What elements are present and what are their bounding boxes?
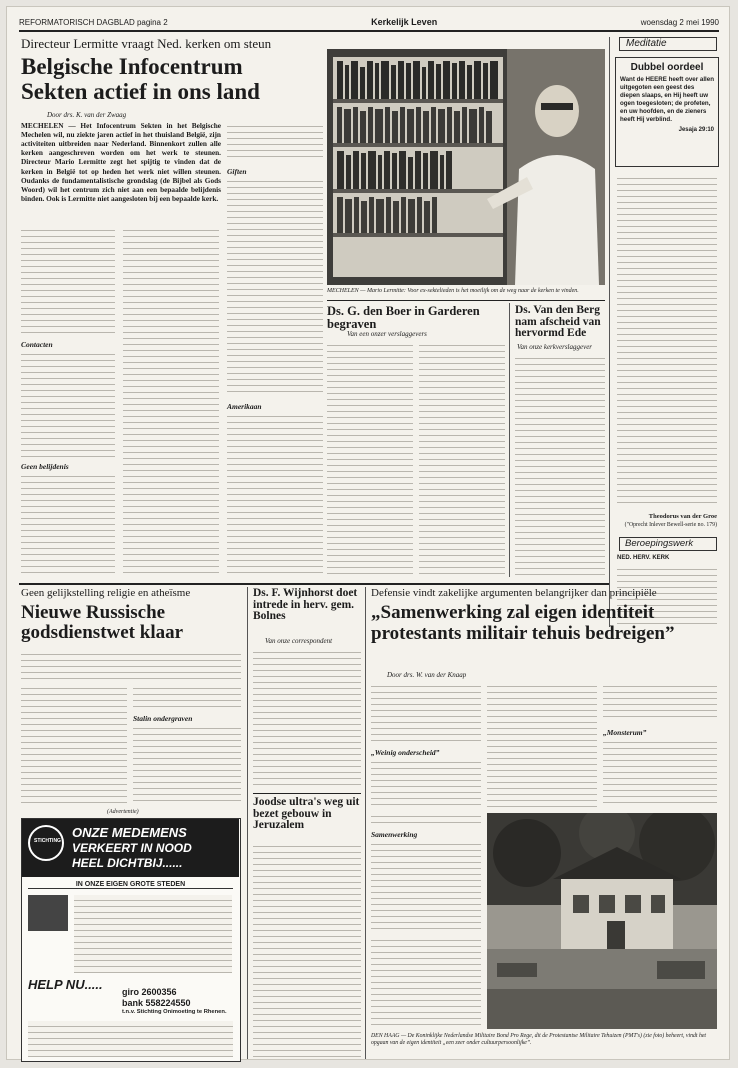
defence-caption: DEN HAAG — De Koninklijke Nederlandse Militaire Bond Pro Rege, dit de Protestantse Militaire Tehuizen (PMT's) (zie foto) beheert, vindt het opgaan van de eigen identiteit „een zeer onder cultuurpersoonlijke”. [371, 1033, 707, 1046]
meditation-author: Theodorus van der Groe [617, 513, 717, 520]
advert-help: HELP NU..... [28, 977, 103, 992]
advert-line-2: VERKEERT IN NOOD [72, 841, 192, 855]
wijnhorst-rule [253, 793, 361, 794]
lead-body-column-3c [227, 411, 323, 577]
beroepingswerk-tag: Beroepingswerk [619, 537, 717, 551]
meditation-body [617, 173, 717, 507]
defence-body-col-3b [603, 737, 717, 807]
defence-photo [487, 813, 717, 1029]
boer-byline: Van een onzer verslaggevers [347, 330, 427, 338]
lead-body-column-1b [21, 349, 115, 457]
meditation-tag: Meditatie [619, 37, 717, 51]
masthead-section: Kerkelijk Leven [371, 17, 438, 27]
mid-divider-right [365, 587, 366, 1059]
defence-subhead-2: Samenwerking [371, 830, 418, 839]
upper-section-rule [19, 583, 609, 585]
lead-subhead-contacten: Contacten [21, 340, 53, 349]
advert-foundation: t.n.v. Stichting Onimoeting te Rhenen. [122, 1009, 227, 1015]
defence-subhead-1: „Weinig onderscheid” [371, 748, 440, 757]
russia-kicker: Geen gelijkstelling religie en atheïsme [21, 587, 191, 599]
russia-body-col-1 [21, 683, 127, 805]
lead-body-column-2 [123, 225, 219, 577]
masthead-paper: REFORMATORISCH DAGBLAD pagina 2 [19, 17, 168, 27]
advert-line-3: HEEL DICHTBIJ...... [72, 856, 183, 870]
defence-body-col-1e [371, 935, 481, 1029]
meditation-verse: Want de HEERE heeft over allen uitgegoten een geest des diepen slaaps, en Hij heeft uw ogen toegesloten; de profeten, en uw hoofden, en de zieners heeft Hij verblind. [620, 76, 714, 124]
defence-kicker: Defensie vindt zakelijke argumenten belangrijker dan principiële [371, 587, 657, 599]
advert-box [21, 818, 241, 1062]
masthead-date: woensdag 2 mei 1990 [640, 17, 719, 27]
boer-body-col-2 [419, 340, 505, 576]
defence-body-col-1d [371, 839, 481, 931]
berg-title: Ds. Van den Berg nam afscheid van hervormd Ede [515, 304, 601, 339]
defence-photo-illustration [487, 813, 717, 1029]
defence-headline: „Samenwerking zal eigen identiteit protestants militair tehuis bedreigen” [371, 602, 675, 644]
meditation-box [615, 57, 719, 167]
boer-body-col-1 [327, 340, 413, 576]
masthead [19, 15, 719, 29]
photo-bookshelf-illustration [327, 49, 605, 285]
lead-subhead-amerikaan: Amerikaan [227, 402, 262, 411]
lead-kicker: Directeur Lermitte vraagt Ned. kerken om steun [21, 36, 272, 51]
wijnhorst-body [253, 647, 361, 789]
advert-seal-text: STICHTING [34, 838, 61, 844]
lead-byline: Door drs. K. van der Zwaag [47, 111, 127, 119]
advert-bank: bank 558224550 [122, 998, 191, 1008]
wijnhorst-byline: Van onze correspondent [265, 637, 333, 645]
advert-photo [28, 895, 68, 931]
meditation-divider [609, 37, 610, 627]
lead-subhead-giften: Giften [227, 167, 247, 176]
advert-body [74, 895, 232, 973]
russia-subhead: Stalin ondergraven [133, 714, 193, 723]
meditation-author-note: ("Oprecht Inlever Bewell-serie no. 179) [617, 522, 717, 528]
lead-body-column-1 [21, 225, 115, 335]
lead-headline-1: Belgische Infocentrum [21, 54, 243, 79]
beroepingswerk-church: NED. HERV. KERK [617, 555, 670, 561]
lead-body-column-1c [21, 471, 115, 577]
newspaper-page [6, 6, 730, 1060]
advert-giro: giro 2600356 [122, 987, 177, 997]
meditation-ref: Jesaja 29:10 [678, 127, 714, 134]
lead-lede: MECHELEN — Het Infocentrum Sekten in het Belgische Mechelen wil, nu ziekte jaren actief in het thuisland België, zijn activiteiten uitbreiden naar Nederland. Binnenkort zullen alle kerken aangeschreven worden om het werk te steunen. Directeur Mario Lermitte zegt het spijtig te vinden dat de kerken in België tot op heden het werk niet willen steunen. Oudanks de fundamentalistische grondslag (de Bijbel als Gods Woord) wil het centrum zich niet aan een bepaalde belijdenis binden. Ook is Lermitte niet aangesloten bij een bepaalde kerk. [21, 121, 221, 203]
jerusalem-body [253, 841, 361, 1057]
advert-seal-icon [28, 825, 64, 861]
russia-lede [21, 649, 241, 679]
berg-byline: Van onze kerkverslaggever [517, 343, 593, 351]
advert-label: (Advertentie) [107, 809, 139, 815]
advert-banner: IN ONZE EIGEN GROTE STEDEN [28, 881, 233, 889]
advert-header [22, 819, 239, 877]
defence-body-col-1 [371, 757, 481, 807]
photo-bottom-rule [327, 300, 605, 301]
advert-line-1: ONZE MEDEMENS [72, 825, 187, 840]
jerusalem-title: Joodse ultra's weg uit bezet gebouw in Jeruzalem [253, 796, 360, 831]
photo-lermitte [327, 49, 605, 285]
defence-subhead-3: „Monsterum” [603, 728, 647, 737]
defence-body-col-1c [371, 811, 481, 825]
defence-lede [371, 681, 481, 741]
russia-headline: Nieuwe Russische godsdienstwet klaar [21, 602, 184, 643]
advert-footer [28, 1021, 233, 1057]
lead-body-column-3b [227, 176, 323, 396]
lead-subhead-belijdenis: Geen belijdenis [21, 462, 69, 471]
berg-body [515, 353, 605, 577]
defence-body-col-3 [603, 681, 717, 721]
lead-headline-2: Sekten actief in ons land [21, 79, 260, 104]
photo-caption: MECHELEN — Mario Lermitte: Voor ex-sektelieden is het moeilijk om de weg naar de kerken te vinden. [327, 288, 579, 294]
lead-body-column-3 [227, 121, 323, 161]
defence-body-col-2 [487, 681, 597, 807]
berg-divider [509, 303, 510, 577]
defence-byline: Door drs. W. van der Knaap [387, 671, 467, 679]
masthead-rule [19, 30, 719, 32]
wijnhorst-title: Ds. F. Wijnhorst doet intrede in herv. gem. Bolnes [253, 587, 358, 622]
boer-title: Ds. G. den Boer in Garderen begraven [327, 304, 480, 331]
russia-body-col-2 [133, 683, 241, 709]
mid-divider-left [247, 587, 248, 1059]
meditation-title: Dubbel oordeel [630, 62, 704, 73]
russia-body-col-2b [133, 723, 241, 805]
